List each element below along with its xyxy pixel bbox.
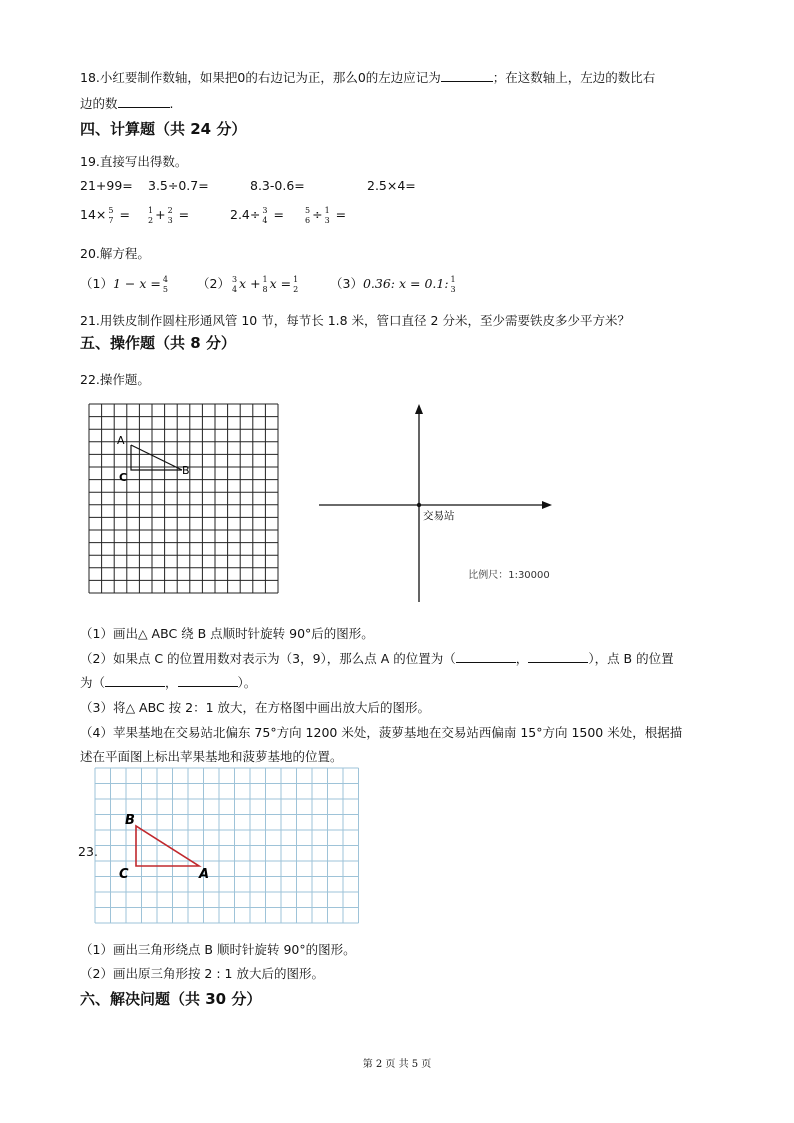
- scale-label: 比例尺：1:30000: [468, 570, 550, 581]
- q21-text: 21.用铁皮制作圆柱形通风管 10 节，每节长 1.8 米，管口直径 2 分米，至少需要铁皮多少平方米？: [80, 313, 630, 328]
- q22-map-figure[interactable]: [316, 402, 556, 607]
- fraction: 3 4: [262, 206, 268, 225]
- label-a: A: [117, 434, 125, 447]
- q19-item: 1 2 + 2 3 =: [148, 206, 190, 225]
- fraction: 4 5: [162, 275, 168, 294]
- q19-item: 3.5÷0.7=: [148, 178, 209, 193]
- q20-eq2: （2） 3 4 x + 1 8 x = 1 2: [197, 275, 299, 294]
- section-title: 五、操作题（共 8 分）: [80, 334, 236, 352]
- label-c: C: [119, 471, 128, 484]
- q19-item: 5 6 ÷ 1 3 =: [305, 206, 347, 225]
- q19-item: 21+99=: [80, 178, 133, 193]
- answer-blank[interactable]: [105, 675, 165, 687]
- q23-number: 23.: [78, 844, 98, 859]
- q22-part1: （1）画出△ ABC 绕 B 点顺时针旋转 90°后的图形。: [80, 626, 374, 641]
- origin-point: [417, 503, 421, 507]
- q18-line2: 边的数 .: [80, 96, 174, 111]
- arrow-right-icon: [542, 501, 552, 509]
- fraction: 3 4: [231, 275, 238, 294]
- q22-part4-line1: （4）苹果基地在交易站北偏东 75°方向 1200 米处，菠萝基地在交易站西偏南 15°方向 1500 米处，根据描: [80, 725, 683, 740]
- q19-item: 14× 5 7 =: [80, 206, 130, 225]
- q20-title: 20.解方程。: [80, 246, 150, 261]
- fraction: 1 3: [324, 206, 330, 225]
- q22-title: 22.操作题。: [80, 372, 150, 387]
- q19-item: 8.3-0.6=: [250, 178, 305, 193]
- fraction: 1 2: [293, 275, 299, 294]
- grid-lines: [89, 404, 278, 593]
- q20-eq1: （1）1 − x = 4 5: [80, 275, 168, 294]
- q22-part4-line2: 述在平面图上标出苹果基地和菠萝基地的位置。: [80, 749, 343, 764]
- answer-blank[interactable]: [441, 70, 493, 82]
- section-title: 六、解决问题（共 30 分）: [80, 990, 262, 1008]
- fraction: 2 3: [167, 206, 173, 225]
- q23-part2: （2）画出原三角形按 2 : 1 放大后的图形。: [80, 966, 324, 981]
- label-b: B: [182, 464, 190, 477]
- answer-blank[interactable]: [456, 651, 516, 663]
- fraction: 1 2: [148, 206, 154, 225]
- label-a: A: [199, 867, 210, 882]
- grid-lines: [95, 768, 359, 923]
- label-b: B: [125, 813, 135, 828]
- fraction: 5 7: [108, 206, 114, 225]
- answer-blank[interactable]: [528, 651, 588, 663]
- label-c: C: [119, 867, 129, 882]
- q19-item: 2.4÷ 3 4 =: [230, 206, 284, 225]
- origin-label: 交易站: [423, 510, 455, 522]
- section-title: 四、计算题（共 24 分）: [80, 120, 247, 138]
- q19-item: 2.5×4=: [367, 178, 416, 193]
- page-footer: 第 2 页 共 5 页: [362, 1059, 432, 1070]
- q22-grid-figure[interactable]: [86, 400, 286, 602]
- q19-title: 19.直接写出得数。: [80, 154, 188, 169]
- q18-line1: 18.小红要制作数轴，如果把0的右边记为正，那么0的左边应记为 ；在这数轴上，左边的数比右: [80, 70, 656, 85]
- triangle-hypotenuse: [131, 445, 182, 470]
- q22-part2-line2: 为（ ， ）。: [80, 675, 257, 690]
- q23-grid-figure[interactable]: [93, 766, 371, 926]
- q22-part3: （3）将△ ABC 按 2：1 放大，在方格图中画出放大后的图形。: [80, 700, 431, 715]
- q23-part1: （1）画出三角形绕点 B 顺时针旋转 90°的图形。: [80, 942, 356, 957]
- arrow-up-icon: [415, 404, 423, 414]
- fraction: 5 6: [305, 206, 311, 225]
- fraction: 1 8: [262, 275, 268, 294]
- fraction: 1 3: [450, 275, 456, 294]
- q20-eq3: （3）0.36: x = 0.1: 1 3: [330, 275, 456, 294]
- q22-part2-line1: （2）如果点 C 的位置用数对表示为（3，9），那么点 A 的位置为（ ， ），点 B 的位置: [80, 651, 674, 666]
- answer-blank[interactable]: [178, 675, 238, 687]
- answer-blank[interactable]: [118, 96, 170, 108]
